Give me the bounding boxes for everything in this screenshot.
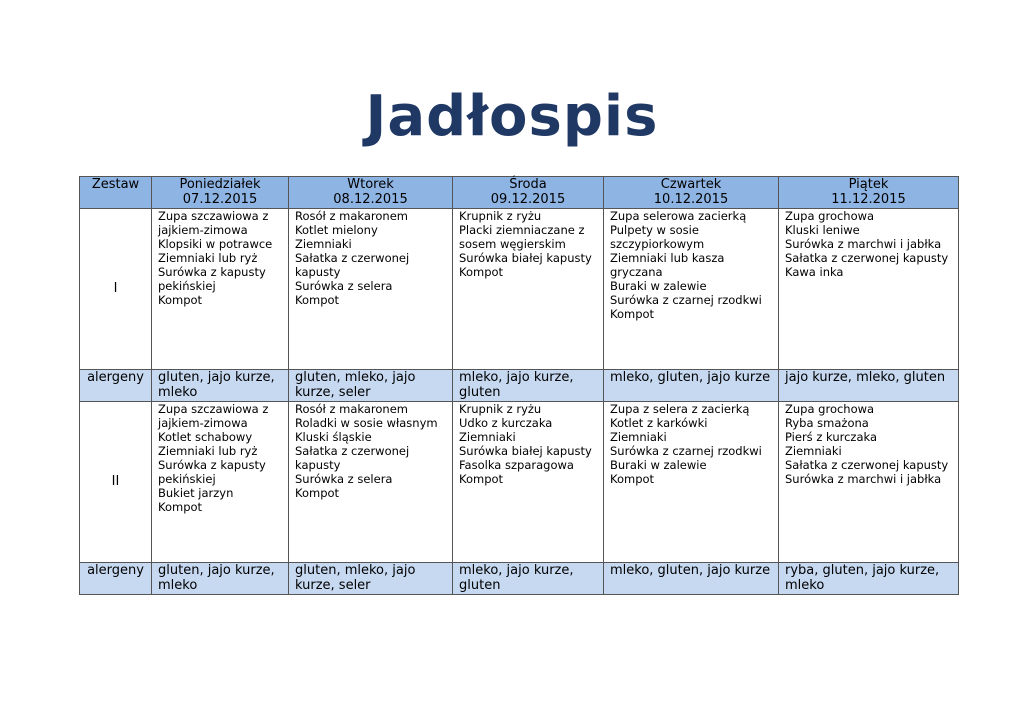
day-header bbox=[289, 177, 453, 209]
allergen-label: alergeny bbox=[80, 370, 152, 402]
dish-item: Kluski leniwe bbox=[785, 223, 860, 237]
dish-item: Surówka z marchwi i jabłka bbox=[785, 237, 942, 251]
dish-item: Rosół z makaronem bbox=[295, 209, 408, 223]
meal-cell bbox=[152, 209, 289, 370]
dish-item: Surówka z kapusty pekińskiej bbox=[158, 458, 266, 486]
dish-item: Sałatka z czerwonej kapusty bbox=[295, 444, 410, 472]
set-label: I bbox=[80, 209, 152, 370]
allergen-cell: gluten, jajo kurze, mleko bbox=[152, 563, 289, 595]
meal-cell bbox=[289, 209, 453, 370]
dish-item: Surówka białej kapusty bbox=[459, 444, 592, 458]
dish-item: Surówka z czarnej rzodkwi bbox=[610, 293, 762, 307]
dish-item: Zupa selerowa zacierką bbox=[610, 209, 747, 223]
dish-item: Sałatka z czerwonej kapusty bbox=[785, 251, 949, 265]
day-date: 07.12.2015 bbox=[182, 192, 258, 207]
allergen-cell: gluten, jajo kurze, mleko bbox=[152, 370, 289, 402]
dish-item: Krupnik z ryżu bbox=[459, 402, 542, 416]
dish-item: Kotlet mielony bbox=[295, 223, 378, 237]
meal-row bbox=[80, 402, 959, 563]
dish-item: Kompot bbox=[610, 307, 655, 321]
day-name: Poniedziałek bbox=[179, 177, 261, 192]
dish-item: Ziemniaki lub ryż bbox=[158, 444, 258, 458]
dish-item: Pulpety w sosie szczypiorkowym bbox=[610, 223, 705, 251]
dish-item: Kompot bbox=[158, 500, 203, 514]
dish-item: Ryba smażona bbox=[785, 416, 869, 430]
allergen-cell: ryba, gluten, jajo kurze, mleko bbox=[779, 563, 959, 595]
allergen-cell: mleko, jajo kurze, gluten bbox=[453, 563, 604, 595]
dish-item: Fasolka szparagowa bbox=[459, 458, 574, 472]
menu-table bbox=[79, 176, 959, 595]
allergen-cell: mleko, jajo kurze, gluten bbox=[453, 370, 604, 402]
day-header bbox=[152, 177, 289, 209]
allergen-cell: gluten, mleko, jajo kurze, seler bbox=[289, 370, 453, 402]
dish-item: Pierś z kurczaka bbox=[785, 430, 877, 444]
meal-cell bbox=[453, 209, 604, 370]
allergen-cell: jajo kurze, mleko, gluten bbox=[779, 370, 959, 402]
dish-item: Surówka z kapusty pekińskiej bbox=[158, 265, 266, 293]
dish-item: Kompot bbox=[459, 472, 504, 486]
allergen-cell: mleko, gluten, jajo kurze bbox=[604, 370, 779, 402]
dish-item: Kawa inka bbox=[785, 265, 844, 279]
dish-item: Kompot bbox=[610, 472, 655, 486]
allergen-label: alergeny bbox=[80, 563, 152, 595]
dish-item: Kompot bbox=[158, 293, 203, 307]
dish-item: Sałatka z czerwonej kapusty bbox=[785, 458, 949, 472]
meal-cell bbox=[779, 209, 959, 370]
dish-item: Surówka z selera bbox=[295, 279, 393, 293]
day-name: Czwartek bbox=[660, 177, 722, 192]
dish-item: Buraki w zalewie bbox=[610, 279, 707, 293]
day-date: 09.12.2015 bbox=[490, 192, 566, 207]
meal-cell bbox=[779, 402, 959, 563]
dish-item: Kompot bbox=[459, 265, 504, 279]
zestaw-header: Zestaw bbox=[80, 177, 152, 209]
dish-item: Zupa szczawiowa z jajkiem-zimowa bbox=[158, 209, 269, 237]
dish-item: Surówka białej kapusty bbox=[459, 251, 592, 265]
dish-item: Kotlet schabowy bbox=[158, 430, 253, 444]
dish-item: Placki ziemniaczane z sosem węgierskim bbox=[459, 223, 585, 251]
allergen-cell: mleko, gluten, jajo kurze bbox=[604, 563, 779, 595]
menu-body bbox=[80, 209, 959, 595]
meal-row bbox=[80, 209, 959, 370]
dish-item: Zupa szczawiowa z jajkiem-zimowa bbox=[158, 402, 269, 430]
day-date: 11.12.2015 bbox=[831, 192, 906, 207]
dish-item: Krupnik z ryżu bbox=[459, 209, 542, 223]
meal-cell bbox=[289, 402, 453, 563]
dish-item: Surówka z selera bbox=[295, 472, 393, 486]
page-title: Jadłospis bbox=[365, 84, 659, 149]
dish-item: Surówka z czarnej rzodkwi bbox=[610, 444, 762, 458]
meal-cell bbox=[604, 209, 779, 370]
dish-item: Rosół z makaronem bbox=[295, 402, 408, 416]
day-name: Wtorek bbox=[347, 177, 394, 192]
dish-item: Kotlet z karkówki bbox=[610, 416, 708, 430]
dish-item: Surówka z marchwi i jabłka bbox=[785, 472, 942, 486]
dish-item: Klopsiki w potrawce bbox=[158, 237, 273, 251]
dish-item: Zupa grochowa bbox=[785, 209, 875, 223]
dish-item: Buraki w zalewie bbox=[610, 458, 707, 472]
dish-item: Sałatka z czerwonej kapusty bbox=[295, 251, 410, 279]
day-name: Piątek bbox=[848, 177, 889, 192]
dish-item: Ziemniaki lub ryż bbox=[158, 251, 258, 265]
allergen-cell: gluten, mleko, jajo kurze, seler bbox=[289, 563, 453, 595]
set-label: II bbox=[80, 402, 152, 563]
dish-item: Kompot bbox=[295, 293, 340, 307]
dish-item: Bukiet jarzyn bbox=[158, 486, 234, 500]
allergen-row bbox=[80, 370, 959, 402]
dish-item: Kompot bbox=[295, 486, 340, 500]
day-header bbox=[604, 177, 779, 209]
dish-item: Zupa z selera z zacierką bbox=[610, 402, 750, 416]
day-name: Środa bbox=[509, 177, 547, 192]
meal-cell bbox=[152, 402, 289, 563]
meal-cell bbox=[604, 402, 779, 563]
day-header bbox=[453, 177, 604, 209]
day-header bbox=[779, 177, 959, 209]
dish-item: Ziemniaki bbox=[459, 430, 516, 444]
dish-item: Ziemniaki bbox=[610, 430, 667, 444]
dish-item: Ziemniaki lub kasza gryczana bbox=[610, 251, 725, 279]
dish-item: Kluski śląskie bbox=[295, 430, 372, 444]
allergen-row bbox=[80, 563, 959, 595]
dish-item: Ziemniaki bbox=[295, 237, 352, 251]
day-date: 10.12.2015 bbox=[653, 192, 729, 207]
dish-item: Ziemniaki bbox=[785, 444, 842, 458]
dish-item: Zupa grochowa bbox=[785, 402, 875, 416]
dish-item: Udko z kurczaka bbox=[459, 416, 553, 430]
dish-item: Roladki w sosie własnym bbox=[295, 416, 438, 430]
header-row bbox=[80, 177, 959, 209]
meal-cell bbox=[453, 402, 604, 563]
day-date: 08.12.2015 bbox=[333, 192, 408, 207]
